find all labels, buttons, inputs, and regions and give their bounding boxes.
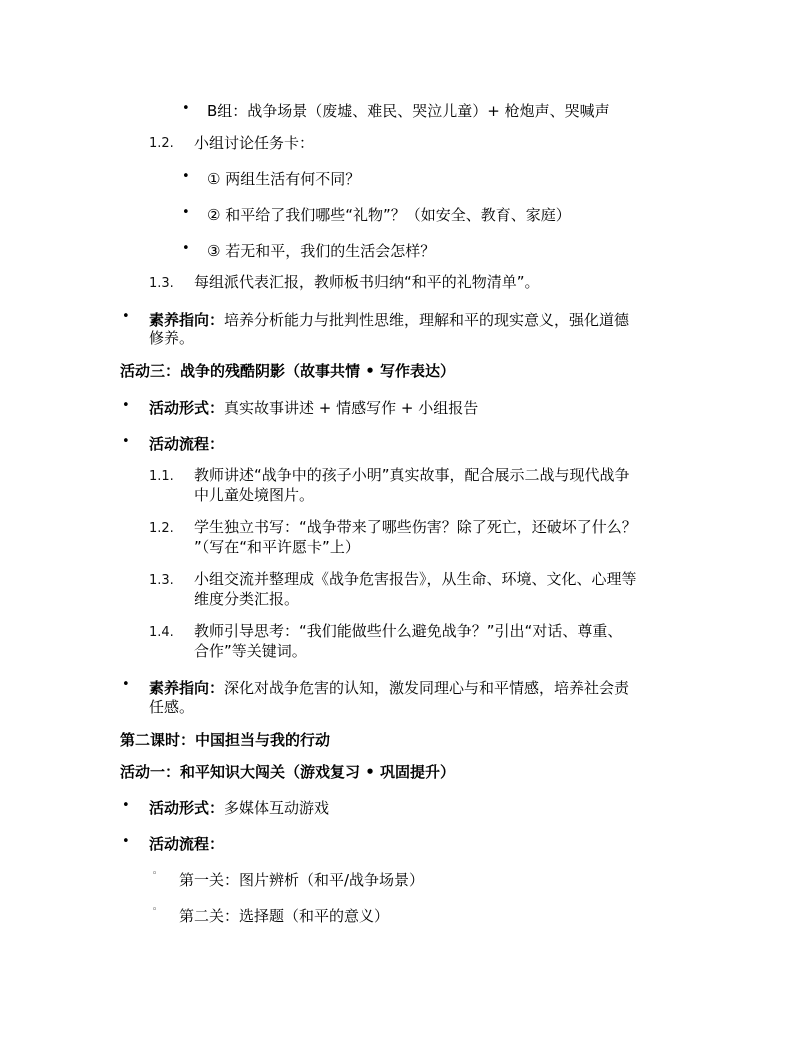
game-level-2: 第二关：选择题（和平的意义） bbox=[179, 907, 390, 925]
bullet-marker: • bbox=[122, 434, 130, 449]
step-text: 教师引导思考：“我们能做些什么避免战争？”引出“对话、尊重、 bbox=[194, 622, 623, 640]
step-number: 1.4. bbox=[149, 625, 174, 640]
bullet-marker: • bbox=[122, 834, 130, 849]
bullet-marker: • bbox=[182, 241, 190, 256]
literacy-line-1 bbox=[149, 311, 629, 329]
literacy-label: 素养指向： bbox=[149, 311, 225, 329]
bullet-marker: • bbox=[182, 101, 190, 116]
step-text: 学生独立书写：“战争带来了哪些伤害？除了死亡，还破坏了什么？ bbox=[194, 518, 637, 536]
step-number: 1.2. bbox=[149, 136, 174, 151]
step-text-cont: 中儿童处境图片。 bbox=[194, 486, 315, 504]
form-label: 活动形式： bbox=[149, 799, 225, 817]
question-1: ① 两组生活有何不同？ bbox=[207, 170, 361, 188]
step-number: 1.1. bbox=[149, 469, 174, 484]
process-label: 活动流程： bbox=[149, 435, 225, 453]
lesson-heading: 第二课时：中国担当与我的行动 bbox=[120, 731, 331, 749]
step-text-cont: 维度分类汇报。 bbox=[194, 590, 300, 608]
group-b-text: B组：战争场景（废墟、难民、哭泣儿童）+ 枪炮声、哭喊声 bbox=[207, 102, 610, 120]
step-text: 每组派代表汇报，教师板书归纳“和平的礼物清单”。 bbox=[194, 273, 540, 291]
literacy-line-2: 任感。 bbox=[149, 698, 195, 716]
form-text: 真实故事讲述 + 情感写作 + 小组报告 bbox=[224, 399, 479, 417]
sub-bullet-marker: ◦ bbox=[152, 905, 158, 915]
step-text: 小组交流并整理成《战争危害报告》，从生命、环境、文化、心理等 bbox=[194, 570, 637, 588]
step-text: 教师讲述“战争中的孩子小明”真实故事，配合展示二战与现代战争 bbox=[194, 466, 630, 484]
literacy-line-2: 修养。 bbox=[149, 329, 195, 347]
question-2: ② 和平给了我们哪些“礼物”？（如安全、教育、家庭） bbox=[207, 206, 571, 224]
step-number: 1.3. bbox=[149, 573, 174, 588]
form-label: 活动形式： bbox=[149, 399, 225, 417]
step-text: 小组讨论任务卡： bbox=[194, 134, 315, 152]
activity-heading: 活动一：和平知识大闯关（游戏复习 • 巩固提升） bbox=[120, 763, 456, 781]
question-3: ③ 若无和平，我们的生活会怎样？ bbox=[207, 242, 436, 260]
bullet-marker: • bbox=[182, 205, 190, 220]
step-text-cont: ”（写在“和平许愿卡”上） bbox=[194, 538, 360, 556]
activity-heading: 活动三：战争的残酷阴影（故事共情 • 写作表达） bbox=[120, 362, 456, 380]
process-label: 活动流程： bbox=[149, 835, 225, 853]
bullet-marker: • bbox=[122, 309, 130, 324]
bullet-marker: • bbox=[182, 169, 190, 184]
activity-form bbox=[149, 799, 329, 817]
literacy-text: 培养分析能力与批判性思维，理解和平的现实意义，强化道德 bbox=[224, 311, 630, 329]
game-level-1: 第一关：图片辨析（和平/战争场景） bbox=[179, 871, 425, 889]
bullet-marker: • bbox=[122, 677, 130, 692]
step-number: 1.2. bbox=[149, 521, 174, 536]
form-text: 多媒体互动游戏 bbox=[224, 799, 330, 817]
sub-bullet-marker: ◦ bbox=[152, 869, 158, 879]
literacy-label: 素养指向： bbox=[149, 679, 225, 697]
literacy-line-1 bbox=[149, 679, 629, 697]
literacy-text: 深化对战争危害的认知，激发同理心与和平情感，培养社会责 bbox=[224, 679, 630, 697]
bullet-marker: • bbox=[122, 798, 130, 813]
bullet-marker: • bbox=[122, 398, 130, 413]
step-text-cont: 合作”等关键词。 bbox=[194, 642, 307, 660]
step-number: 1.3. bbox=[149, 276, 174, 291]
activity-form bbox=[149, 399, 478, 417]
